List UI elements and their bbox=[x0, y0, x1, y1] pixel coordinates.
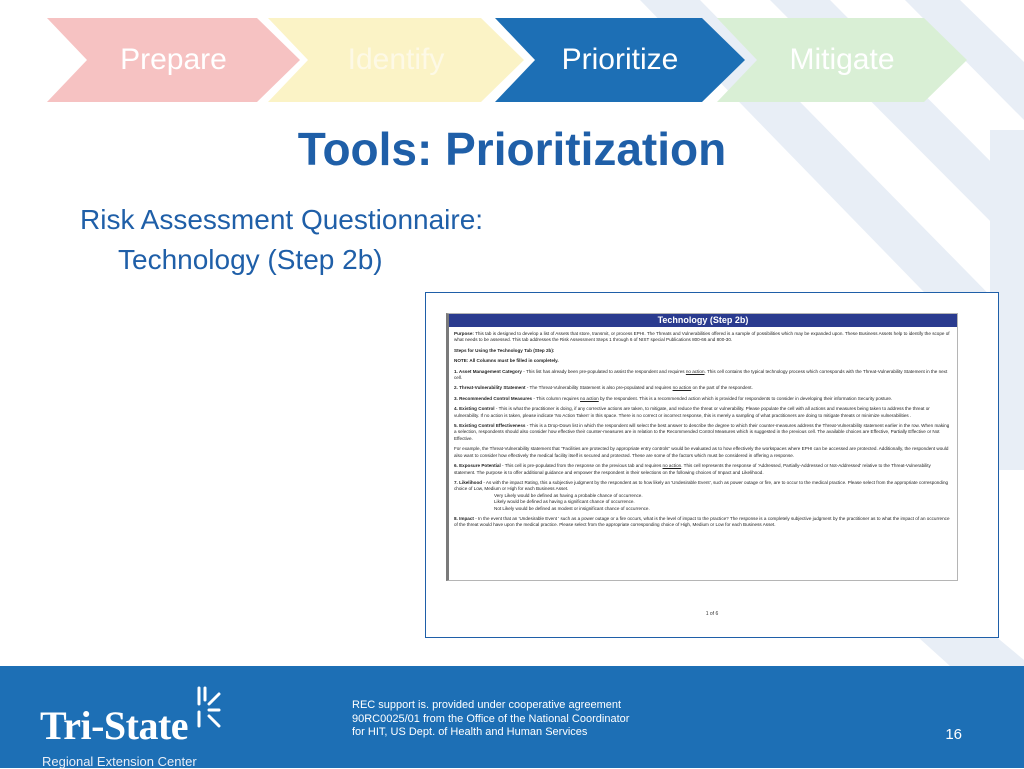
slide-number: 16 bbox=[945, 726, 962, 743]
doc-item-label: 8. Impact bbox=[454, 515, 474, 521]
doc-purpose-text: This tab is designed to develop a list of Assets that store, transmit, or process EPHI. The Threats and Vulnerabilities offered is a sample of possibilities which may be expanded upon. These Business Assets help to identify the scope of what needs to be assessed. This tab addresses the Risk Assessment Steps 1 through 6 of NIST special Publications 800-66 and 800-30. bbox=[454, 331, 950, 343]
doc-item-1 bbox=[454, 369, 952, 382]
process-step-mitigate bbox=[717, 18, 967, 102]
doc-item-text: - This cell is pre-populated from the response on the previous tab and requires bbox=[500, 463, 663, 469]
doc-item-4 bbox=[454, 406, 952, 419]
process-step-prioritize bbox=[495, 18, 745, 102]
process-step-label: Prepare bbox=[120, 43, 227, 76]
document-body bbox=[449, 327, 957, 537]
doc-item-6 bbox=[454, 463, 952, 476]
doc-steps-heading bbox=[454, 348, 952, 354]
doc-item-text: - This column requires bbox=[532, 395, 581, 401]
doc-item-text: - The Threat-Vulnerability Statement is also pre-populated and requires bbox=[525, 385, 673, 391]
footer-bar bbox=[0, 666, 1024, 768]
doc-likely-3: Not Likely would be defined as modest or insignificant chance of occurrence. bbox=[494, 505, 650, 511]
doc-item-7 bbox=[454, 480, 952, 493]
doc-example-text: For example, the Threat-Vulnerability statement that "Facilities are protected by appropriate entry controls" would be evaluated as to how effectively the workspaces where EPHI can be accessed are protected. Additionally, the respondent would also want to consider how effectively the medical facility itself is secured and protected. These are some of the factors which must be considered in offering a response. bbox=[454, 446, 949, 458]
slide-subtitle-line2: Technology (Step 2b) bbox=[118, 244, 383, 275]
logo-tagline: Regional Extension Center bbox=[42, 754, 197, 769]
doc-example bbox=[454, 446, 952, 459]
doc-no-action: no action bbox=[672, 385, 692, 391]
doc-purpose bbox=[454, 331, 952, 344]
doc-likely-1: Very Likely would be defined as having a probable chance of occurrence. bbox=[494, 492, 643, 498]
process-step-label: Prioritize bbox=[561, 43, 679, 76]
doc-no-action: no action bbox=[662, 463, 682, 469]
process-step-label: Identify bbox=[347, 43, 445, 76]
doc-item-label: 3. Recommended Control Measures bbox=[454, 395, 533, 401]
doc-item-label: 5. Existing Control Effectiveness bbox=[454, 423, 526, 429]
logo-wordmark: Tri-State bbox=[40, 703, 189, 748]
doc-item-text: - This list has already been pre-populated to assist the respondent and requires bbox=[522, 368, 686, 374]
funding-notice: REC support is. provided under cooperative agreement 90RC0025/01 from the Office of the National Coordinator for HIT, US Dept. of Health and Human Services bbox=[352, 699, 630, 738]
doc-item-3 bbox=[454, 396, 952, 402]
doc-item-text: - As with the impact Rating, this a subjective judgment by the respondent as to how likely an 'Undesirable Event', such as power outage or fire, are to occur to the medical practice. Please select from the appropriate corresponding choice of Low, Medium or High for each Business Asset. bbox=[454, 479, 949, 492]
slide-subtitle-line1: Risk Assessment Questionnaire: bbox=[80, 204, 484, 235]
doc-likely-2: Likely would be defined as having a significant chance of occurrence. bbox=[494, 499, 635, 505]
slide-title: Tools: Prioritization bbox=[297, 123, 727, 175]
doc-item-text: - This is a Drop-Down list in which the respondent will select the best answer to describe the degree to which their counter-measures address the Threat-Vulnerability statement earlier in the row. When making a selection, respondents should also consider how effective their counter-measures are in relation to the Recommended Control Measures which is suggested in the previous cell. The available choices are Effective, Partially Effective or Not Effective. bbox=[454, 423, 950, 441]
document-sheet bbox=[446, 313, 958, 581]
document-header: Technology (Step 2b) bbox=[449, 314, 957, 327]
document-page-indicator: 1 of 6 bbox=[705, 611, 719, 617]
process-step-identify bbox=[268, 18, 524, 102]
doc-item-text: - In the event that an 'Undesirable Event ' such as a power outage or a fire occurs, what is the level of impact to the practice? The response is a completely subjective judgment by the practitioner as to what the impact of an occurrence of the threat would have upon the medical practice. Please select from the appropriate corresponding choice of High, Medium or Low for each Business Asset. bbox=[454, 515, 950, 528]
doc-steps-heading-text: Steps for Using the Technology Tab (Step 2b): bbox=[454, 347, 555, 353]
doc-item-label: 1. Asset Management Category bbox=[454, 368, 522, 374]
doc-item-label: 4. Existing Control bbox=[454, 406, 495, 412]
doc-item-text: . This cell represents the response of 'Addressed, Partially-Addressed or Not-Addressed' relative to the Threat-Vulnerability statement. The purpose is to offer additional guidance and empower the respondent in their selections on the following choices of Impact and Likelihood. bbox=[454, 463, 931, 475]
document-preview bbox=[425, 292, 999, 638]
doc-note bbox=[454, 358, 952, 364]
process-step-label: Mitigate bbox=[789, 43, 895, 76]
doc-item-label: 6. Exposure Potential bbox=[454, 463, 501, 469]
doc-item-2 bbox=[454, 385, 952, 391]
doc-item-5 bbox=[454, 423, 952, 442]
doc-item-text: on the part of the respondent. bbox=[691, 385, 753, 391]
process-step-prepare bbox=[47, 18, 300, 102]
doc-item-text: - This is what the practitioner is doing, if any corrective actions are taken, to mitigate, and reduce the threat or vulnerability. Please populate the cell with all actions and measures being taken to address the threat or vulnerability. If no action is taken, please indicate 'No Action Taken' in this space. There is no correct or incorrect response, this is merely a sampling of what practitioners are doing to mitigate threats or minimize vulnerabilities . bbox=[454, 406, 930, 418]
doc-no-action: no action bbox=[685, 368, 705, 374]
tri-state-logo bbox=[40, 684, 240, 769]
doc-note-text: NOTE: All Columns must be filled in completely. bbox=[454, 358, 559, 364]
doc-item-label: 2. Threat-Vulnerability Statement bbox=[454, 385, 526, 391]
doc-item-text: . This cell contains the typical technology process which corresponds with the Threat-Vulnerability Statement in the next cell. bbox=[454, 368, 948, 381]
doc-no-action: no action bbox=[580, 395, 599, 401]
doc-item-8 bbox=[454, 516, 952, 529]
doc-purpose-label: Purpose: bbox=[454, 331, 474, 336]
doc-item-label: 7. Likelihood bbox=[454, 479, 483, 485]
doc-item-text: by the respondent. This is a recommended action which is provided for respondents to consider in developing their information Security posture. bbox=[598, 395, 893, 401]
